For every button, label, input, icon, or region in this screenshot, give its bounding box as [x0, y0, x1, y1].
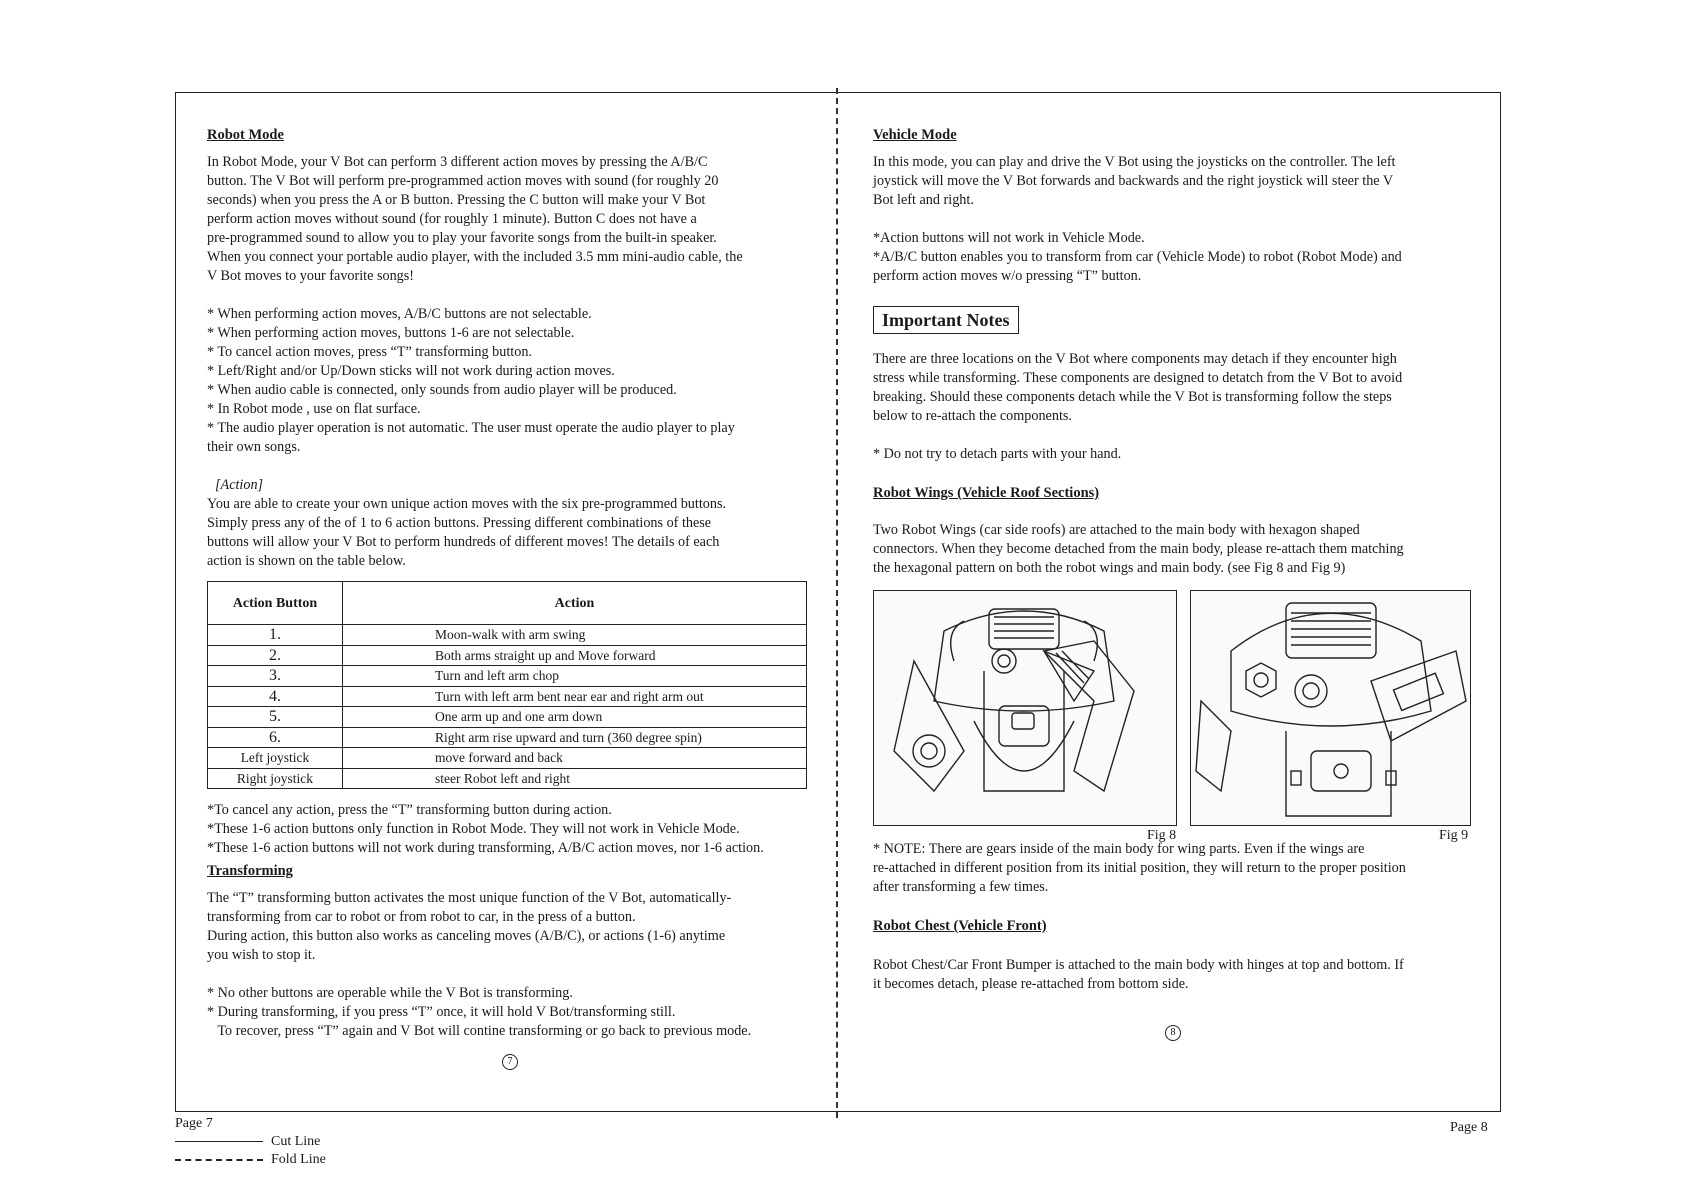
table-cell-button: 3. — [208, 666, 343, 687]
note-line: *A/B/C button enables you to transform from car (Vehicle Mode) to robot (Robot Mode) and — [873, 249, 1402, 265]
text-line: Two Robot Wings (car side roofs) are attached to the main body with hexagon shaped — [873, 522, 1360, 538]
text-line: Simply press any of the of 1 to 6 action buttons. Pressing different combinations of these — [207, 515, 712, 531]
table-cell-button: 2. — [208, 645, 343, 666]
transforming-heading: Transforming — [207, 863, 293, 879]
note-line: their own songs. — [207, 439, 301, 455]
text-line: You are able to create your own unique action moves with the six pre-programmed buttons. — [207, 496, 727, 512]
text-line: When you connect your portable audio player, with the included 3.5 mm mini-audio cable, the — [207, 249, 743, 265]
text-line: perform action moves without sound (for roughly 1 minute). Button C does not have a — [207, 211, 697, 227]
note-line: * During transforming, if you press “T” once, it will hold V Bot/transforming still. — [207, 1004, 676, 1020]
table-cell-action: One arm up and one arm down — [343, 707, 807, 728]
text-line: V Bot moves to your favorite songs! — [207, 268, 415, 284]
fig9-hexagon-connector-illustration — [1190, 590, 1471, 826]
note-line: * When performing action moves, buttons 1-6 are not selectable. — [207, 325, 575, 341]
fig8-caption: Fig 8 — [1147, 828, 1177, 843]
table-header-row — [208, 582, 807, 625]
note-line: *To cancel any action, press the “T” transforming button during action. — [207, 802, 612, 818]
table-header-cell: Action Button — [208, 582, 343, 625]
note-line: To recover, press “T” again and V Bot will contine transforming or go back to previous mode. — [207, 1023, 752, 1039]
table-cell-button: 1. — [208, 625, 343, 646]
table-row — [208, 727, 807, 748]
table-cell-action: Turn and left arm chop — [343, 666, 807, 687]
action-label: [Action] — [215, 477, 264, 493]
table-cell-button: 6. — [208, 727, 343, 748]
vehicle-mode-notes — [873, 229, 1473, 286]
robot-wings-heading: Robot Wings (Vehicle Roof Sections) — [873, 485, 1100, 501]
text-line: There are three locations on the V Bot where components may detach if they encounter high — [873, 351, 1397, 367]
robot-wings-text — [873, 521, 1473, 578]
note-line: re-attached in different position from its initial position, they will return to the proper position — [873, 860, 1406, 876]
table-row — [208, 748, 807, 769]
table-row — [208, 645, 807, 666]
note-line: after transforming a few times. — [873, 879, 1049, 895]
important-notes-heading: Important Notes — [873, 306, 1019, 334]
robot-chest-text — [873, 956, 1473, 994]
text-line: below to re-attach the components. — [873, 408, 1072, 424]
text-line: it becomes detach, please re-attached from bottom side. — [873, 976, 1189, 992]
page-number-circle: 7 — [502, 1054, 518, 1070]
robot-mode-heading: Robot Mode — [207, 127, 284, 143]
page-number-circle: 8 — [1165, 1025, 1181, 1041]
do-not-detach-note: * Do not try to detach parts with your hand. — [873, 446, 1122, 462]
table-row — [208, 666, 807, 687]
table-row — [208, 768, 807, 789]
text-line: joystick will move the V Bot forwards and backwards and the right joystick will steer the V — [873, 173, 1394, 189]
text-line: During action, this button also works as canceling moves (A/B/C), or actions (1-6) anytime — [207, 928, 726, 944]
text-line: Bot left and right. — [873, 192, 974, 208]
note-line: * When performing action moves, A/B/C buttons are not selectable. — [207, 306, 592, 322]
note-line: * In Robot mode , use on flat surface. — [207, 401, 421, 417]
after-table-notes — [207, 801, 813, 858]
page-label-right: Page 8 — [1450, 1120, 1488, 1135]
table-cell-action: Right arm rise upward and turn (360 degree spin) — [343, 727, 807, 748]
table-row — [208, 625, 807, 646]
text-line: transforming from car to robot or from robot to car, in the press of a button. — [207, 909, 636, 925]
text-line: breaking. Should these components detach while the V Bot is transforming follow the steps — [873, 389, 1392, 405]
text-line: The “T” transforming button activates the most unique function of the V Bot, automatically- — [207, 890, 732, 906]
table-cell-button: 4. — [208, 686, 343, 707]
note-line: perform action moves w/o pressing “T” button. — [873, 268, 1142, 284]
text-line: In this mode, you can play and drive the V Bot using the joysticks on the controller. The left — [873, 154, 1396, 170]
table-cell-action: Turn with left arm bent near ear and right arm out — [343, 686, 807, 707]
transforming-notes — [207, 984, 813, 1041]
table-cell-action: move forward and back — [343, 748, 807, 769]
text-line: In Robot Mode, your V Bot can perform 3 different action moves by pressing the A/B/C — [207, 154, 708, 170]
fold-line-label: Fold Line — [271, 1152, 326, 1167]
fold-line-legend — [175, 1151, 326, 1169]
table-cell-action: steer Robot left and right — [343, 768, 807, 789]
robot-chest-heading: Robot Chest (Vehicle Front) — [873, 918, 1047, 934]
table-cell-button: Right joystick — [208, 768, 343, 789]
note-line: * No other buttons are operable while the V Bot is transforming. — [207, 985, 573, 1001]
action-table — [207, 581, 807, 789]
figures-area — [873, 590, 1473, 843]
note-line: *These 1-6 action buttons will not work during transforming, A/B/C action moves, nor 1-6 action. — [207, 840, 764, 856]
table-row — [208, 686, 807, 707]
important-notes-text — [873, 350, 1473, 426]
line-legend — [175, 1133, 326, 1169]
note-line: * To cancel action moves, press “T” transforming button. — [207, 344, 532, 360]
note-line: * The audio player operation is not automatic. The user must operate the audio player to play — [207, 420, 735, 436]
vehicle-mode-heading: Vehicle Mode — [873, 127, 957, 143]
robot-mode-notes — [207, 305, 813, 457]
fig8-robot-wing-illustration — [873, 590, 1177, 826]
note-line: *Action buttons will not work in Vehicle Mode. — [873, 230, 1145, 246]
note-line: * When audio cable is connected, only sounds from audio player will be produced. — [207, 382, 677, 398]
text-line: action is shown on the table below. — [207, 553, 406, 569]
text-line: stress while transforming. These components are designed to detatch from the V Bot to avoid — [873, 370, 1403, 386]
text-line: Robot Chest/Car Front Bumper is attached to the main body with hinges at top and bottom. If — [873, 957, 1404, 973]
transforming-text — [207, 889, 813, 965]
cut-line-label: Cut Line — [271, 1134, 321, 1149]
gear-note — [873, 840, 1473, 897]
fold-line-sample — [175, 1159, 263, 1161]
fold-line-divider — [836, 88, 838, 1118]
cut-line-legend — [175, 1133, 326, 1151]
table-cell-button: Left joystick — [208, 748, 343, 769]
action-text — [207, 495, 813, 571]
vehicle-mode-text — [873, 153, 1473, 210]
fig9-caption: Fig 9 — [1439, 828, 1469, 843]
note-line: * NOTE: There are gears inside of the main body for wing parts. Even if the wings are — [873, 841, 1365, 857]
text-line: the hexagonal pattern on both the robot wings and main body. (see Fig 8 and Fig 9) — [873, 560, 1346, 576]
page-label-left: Page 7 — [175, 1116, 213, 1131]
text-line: you wish to stop it. — [207, 947, 316, 963]
robot-mode-text — [207, 153, 813, 286]
table-row — [208, 707, 807, 728]
table-cell-button: 5. — [208, 707, 343, 728]
text-line: button. The V Bot will perform pre-programmed action moves with sound (for roughly 20 — [207, 173, 719, 189]
cut-line-sample — [175, 1141, 263, 1142]
note-line: *These 1-6 action buttons only function in Robot Mode. They will not work in Vehicle Mode. — [207, 821, 740, 837]
table-cell-action: Moon-walk with arm swing — [343, 625, 807, 646]
text-line: seconds) when you press the A or B button. Pressing the C button will make your V Bot — [207, 192, 706, 208]
right-page — [873, 126, 1473, 1041]
table-cell-action: Both arms straight up and Move forward — [343, 645, 807, 666]
table-header-cell: Action — [343, 582, 807, 625]
left-page — [207, 126, 813, 1070]
text-line: buttons will allow your V Bot to perform hundreds of different moves! The details of each — [207, 534, 720, 550]
text-line: pre-programmed sound to allow you to play your favorite songs from the built-in speaker. — [207, 230, 717, 246]
text-line: connectors. When they become detached from the main body, please re-attach them matching — [873, 541, 1404, 557]
note-line: * Left/Right and/or Up/Down sticks will not work during action moves. — [207, 363, 615, 379]
